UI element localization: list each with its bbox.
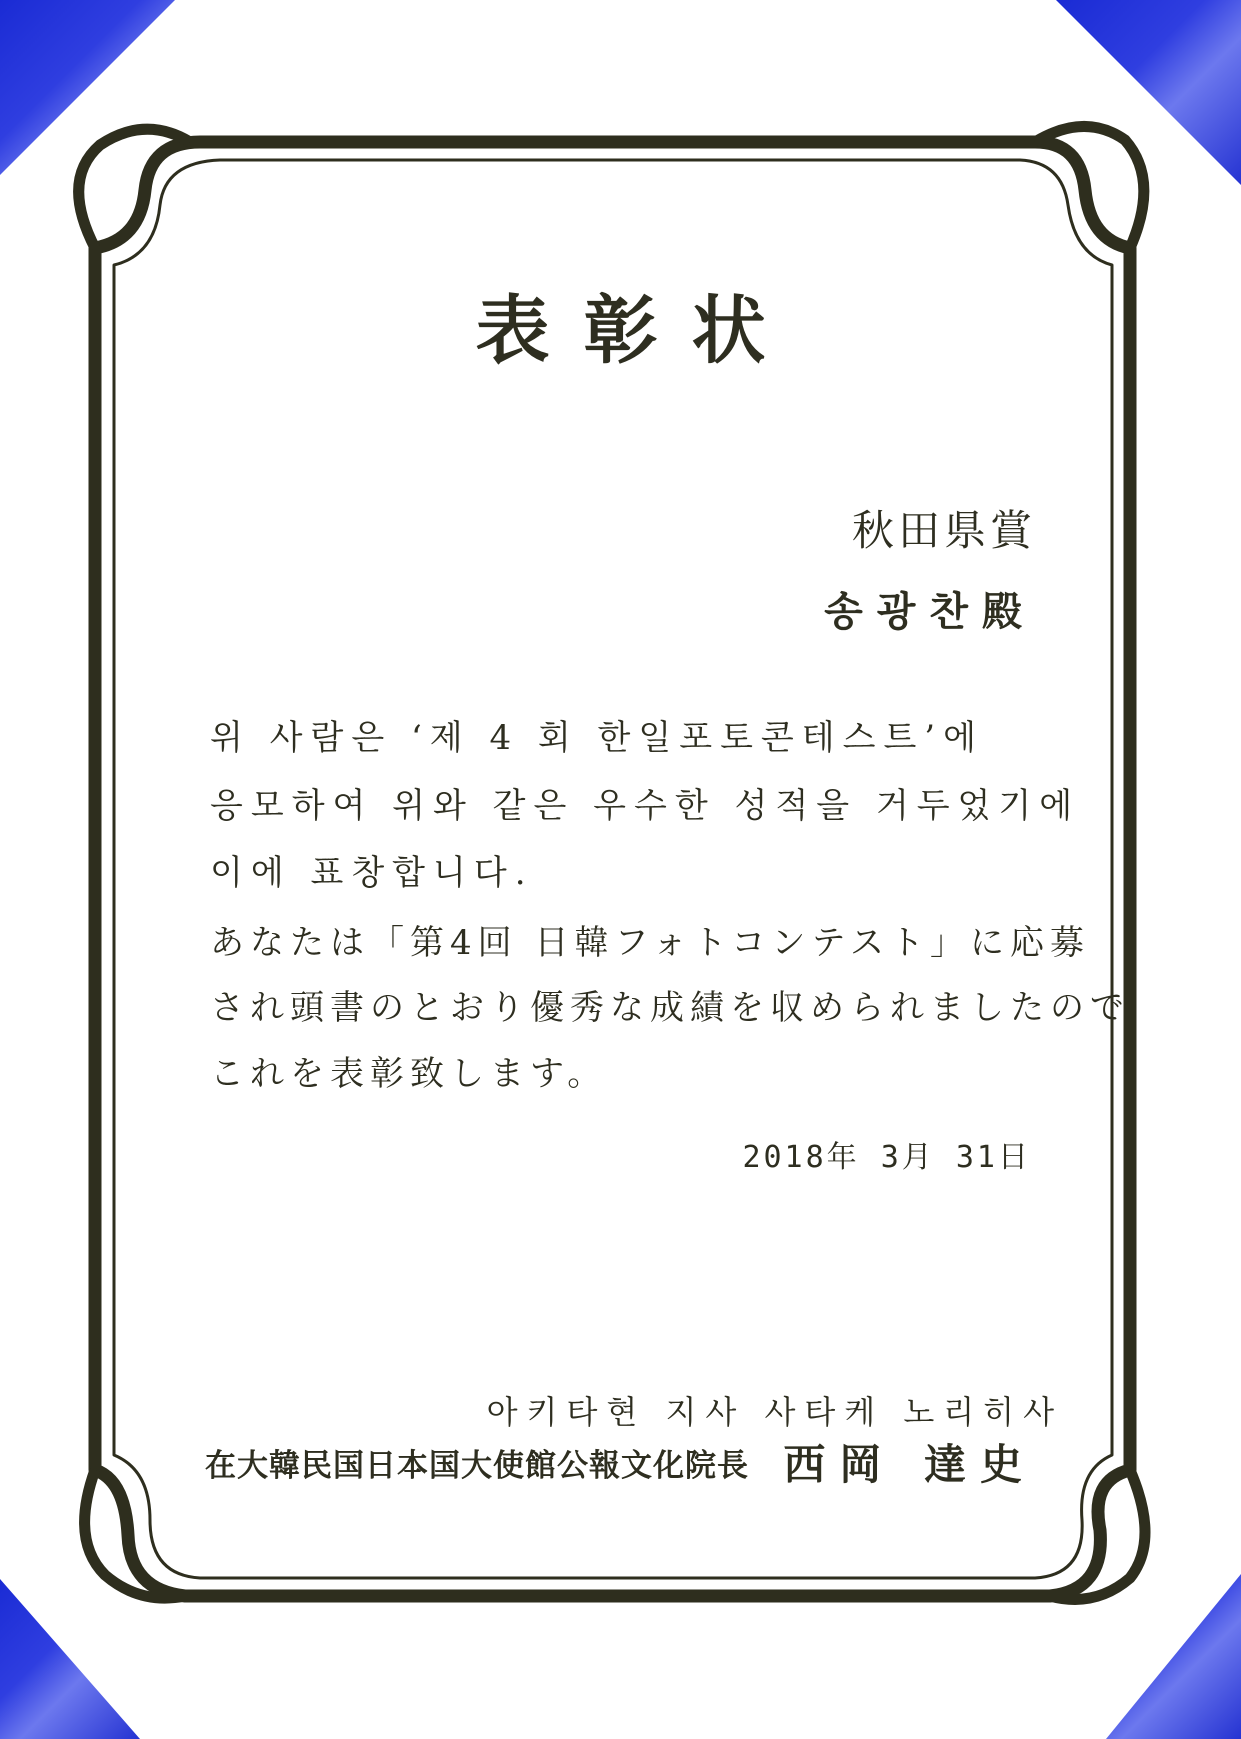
award-name: 秋田県賞 [851, 506, 1036, 555]
issue-date: 2018年 3月 31日 [742, 1140, 1031, 1175]
body-japanese-line-3: これを表彰致します。 [210, 1054, 608, 1094]
body-japanese-line-2: され頭書のとおり優秀な成績を収められましたので [210, 988, 1130, 1028]
body-japanese-line-1: あなたは「第4回 日韓フォトコンテスト」に応募 [210, 923, 1091, 963]
signatory-organization: 在大韓民国日本国大使館公報文化院長 [205, 1448, 749, 1484]
recipient-name: 송광찬殿 [824, 588, 1036, 635]
certificate-title: 表彰状 [475, 288, 800, 374]
signatory-name: 西岡 達史 [783, 1440, 1036, 1489]
body-korean-line-1: 위 사람은 ‘제 4 회 한일포토콘테스트’에 [210, 718, 984, 758]
body-korean-line-2: 응모하여 위와 같은 우수한 성적을 거두었기에 [210, 786, 1081, 826]
signatory-korean-reading: 아키타현 지사 사타케 노리히사 [486, 1393, 1063, 1431]
body-korean-line-3: 이에 표창합니다. [210, 853, 534, 893]
